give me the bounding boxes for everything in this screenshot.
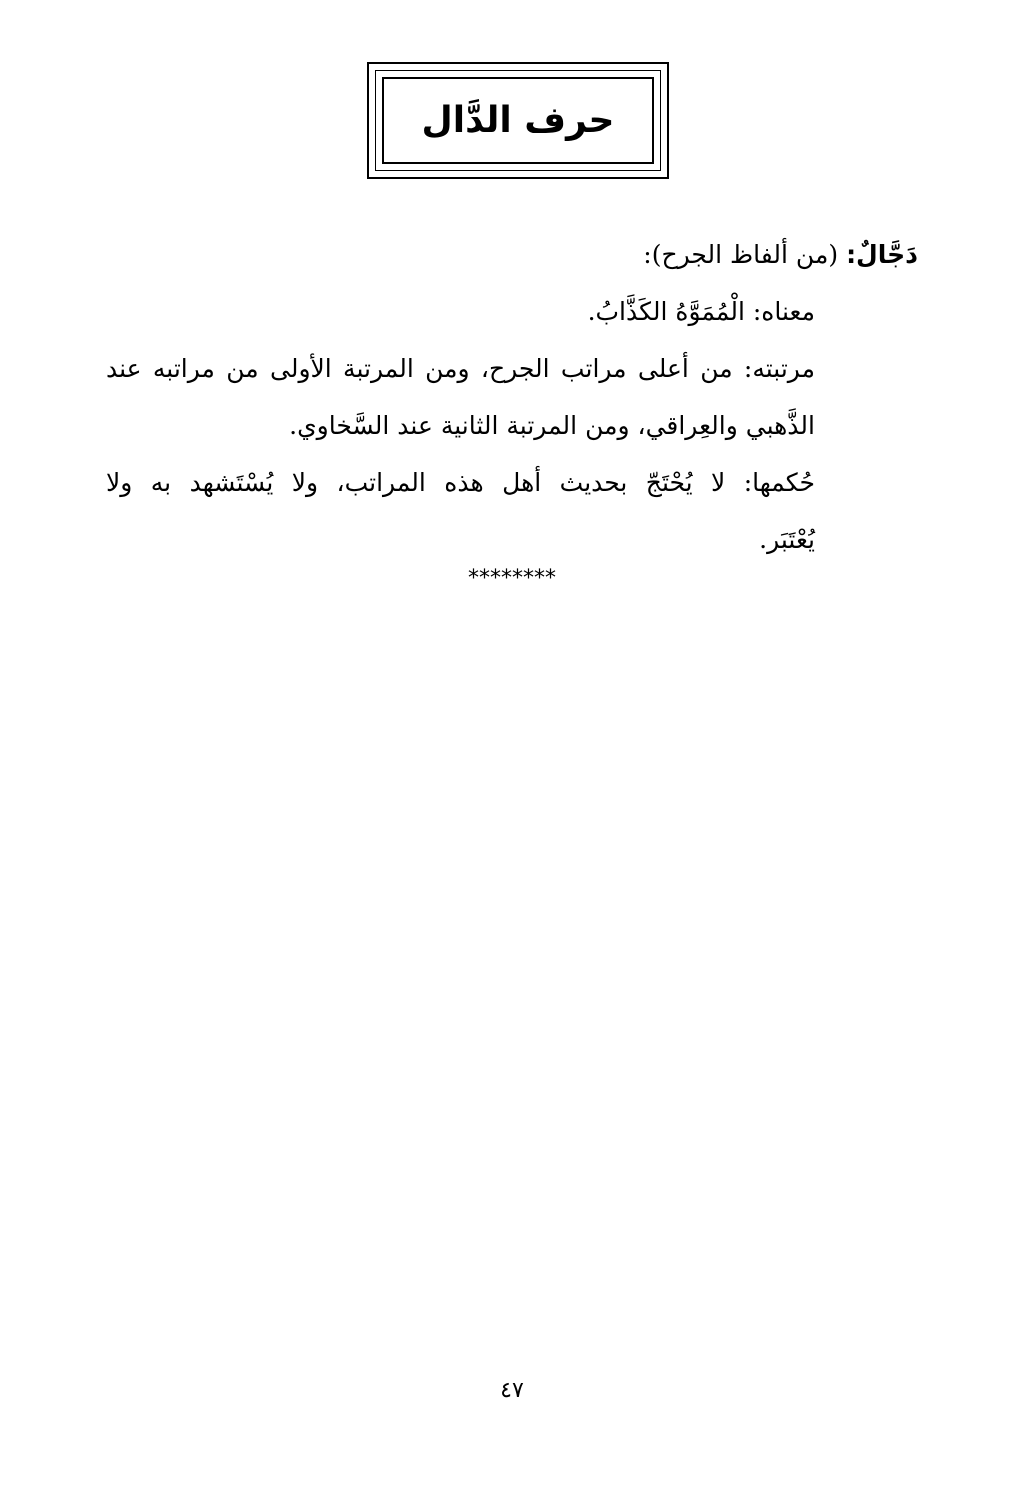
- dictionary-entry: [106, 226, 918, 568]
- title-frame: [367, 62, 669, 179]
- section-separator: ********: [468, 566, 556, 591]
- chapter-title: حرف الدَّال: [421, 99, 615, 141]
- entry-heading-line: [106, 226, 918, 283]
- entry-rank-line-2: الذَّهبي والعِراقي، ومن المرتبة الثانية عند السَّخاوي.: [289, 411, 815, 440]
- title-frame-middle-border: [375, 70, 661, 171]
- entry-meaning: معناه: الْمُمَوَّهُ الكَذَّابُ.: [587, 297, 815, 326]
- entry-term: دَجَّالٌ:: [846, 240, 918, 269]
- entry-ruling-line-1: حُكمها: لا يُحْتَجّ بحديث أهل هذه المراتب، ولا يُسْتَشهد به ولا: [106, 468, 815, 497]
- entry-category: (من ألفاظ الجرح):: [643, 240, 839, 269]
- entry-ruling-line-2: يُعْتَبَر.: [759, 525, 815, 554]
- entry-rank-line-1: مرتبته: من أعلى مراتب الجرح، ومن المرتبة الأولى من مراتبه عند: [106, 354, 815, 383]
- page-number: ٤٧: [500, 1378, 524, 1403]
- title-frame-inner-border: [382, 77, 654, 164]
